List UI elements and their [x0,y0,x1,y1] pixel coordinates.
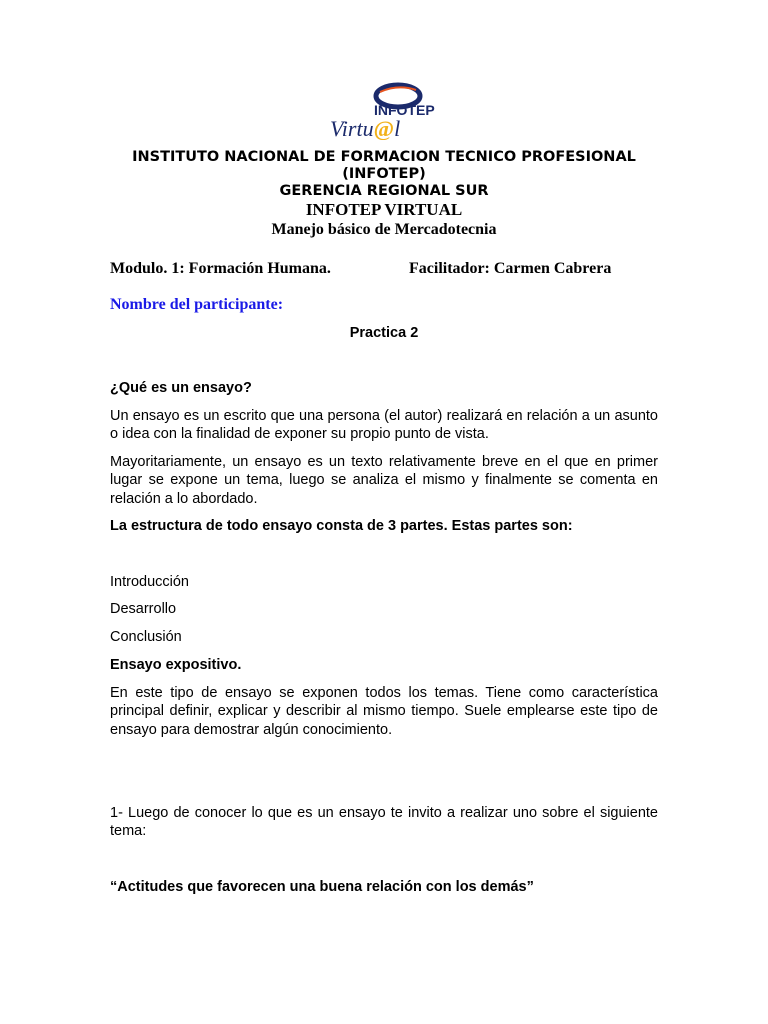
task-instruction: 1- Luego de conocer lo que es un ensayo te invito a realizar uno sobre el siguiente tema: [110,805,658,840]
essay-topic: “Actitudes que favorecen una buena relación con los demás” [110,879,534,895]
logo-script: Virtu@l [330,116,401,140]
logo-at-symbol: @ [373,116,395,140]
module-label: Modulo. 1: Formación Humana. [110,260,331,277]
participant-name-label: Nombre del participante: [110,296,284,313]
expository-heading: Ensayo expositivo. [110,657,242,673]
institute-name [110,149,658,200]
expository-paragraph: En este tipo de ensayo se exponen todos los temas. Tiene como característica principal definir, explicar y describir al mismo tiempo. Suele emplearse este tipo de ensayo para demostrar algún conocimiento. [110,685,658,738]
regional-office: GERENCIA REGIONAL SUR [279,183,489,199]
logo-wordmark: INFOTEP [374,102,435,118]
part-development: Desarrollo [110,601,177,617]
question-heading: ¿Qué es un ensayo? [110,380,252,396]
institute-name-line2: (INFOTEP) [342,166,426,182]
definition-paragraph: Un ensayo es un escrito que una persona (el autor) realizará en relación a un asunto o idea con la finalidad de exponer su propio punto de vista. [110,408,658,443]
facilitator-label: Facilitador: Carmen Cabrera [409,260,612,277]
virtual-title: INFOTEP VIRTUAL [305,200,463,219]
part-conclusion: Conclusión [110,629,182,645]
structure-heading: La estructura de todo ensayo consta de 3 partes. Estas partes son: [110,518,573,534]
part-introduction: Introducción [110,574,189,590]
description-paragraph: Mayoritariamente, un ensayo es un texto relativamente breve en el que en primer lugar se expone un tema, luego se analiza el mismo y finalmente se comenta en relación a lo abordado. [110,454,658,507]
course-title: Manejo básico de Mercadotecnia [271,221,497,238]
infotep-virtual-logo [328,82,442,140]
practice-title: Practica 2 [349,325,419,341]
institute-name-line1: INSTITUTO NACIONAL DE FORMACION TECNICO PROFESIONAL [132,149,636,165]
